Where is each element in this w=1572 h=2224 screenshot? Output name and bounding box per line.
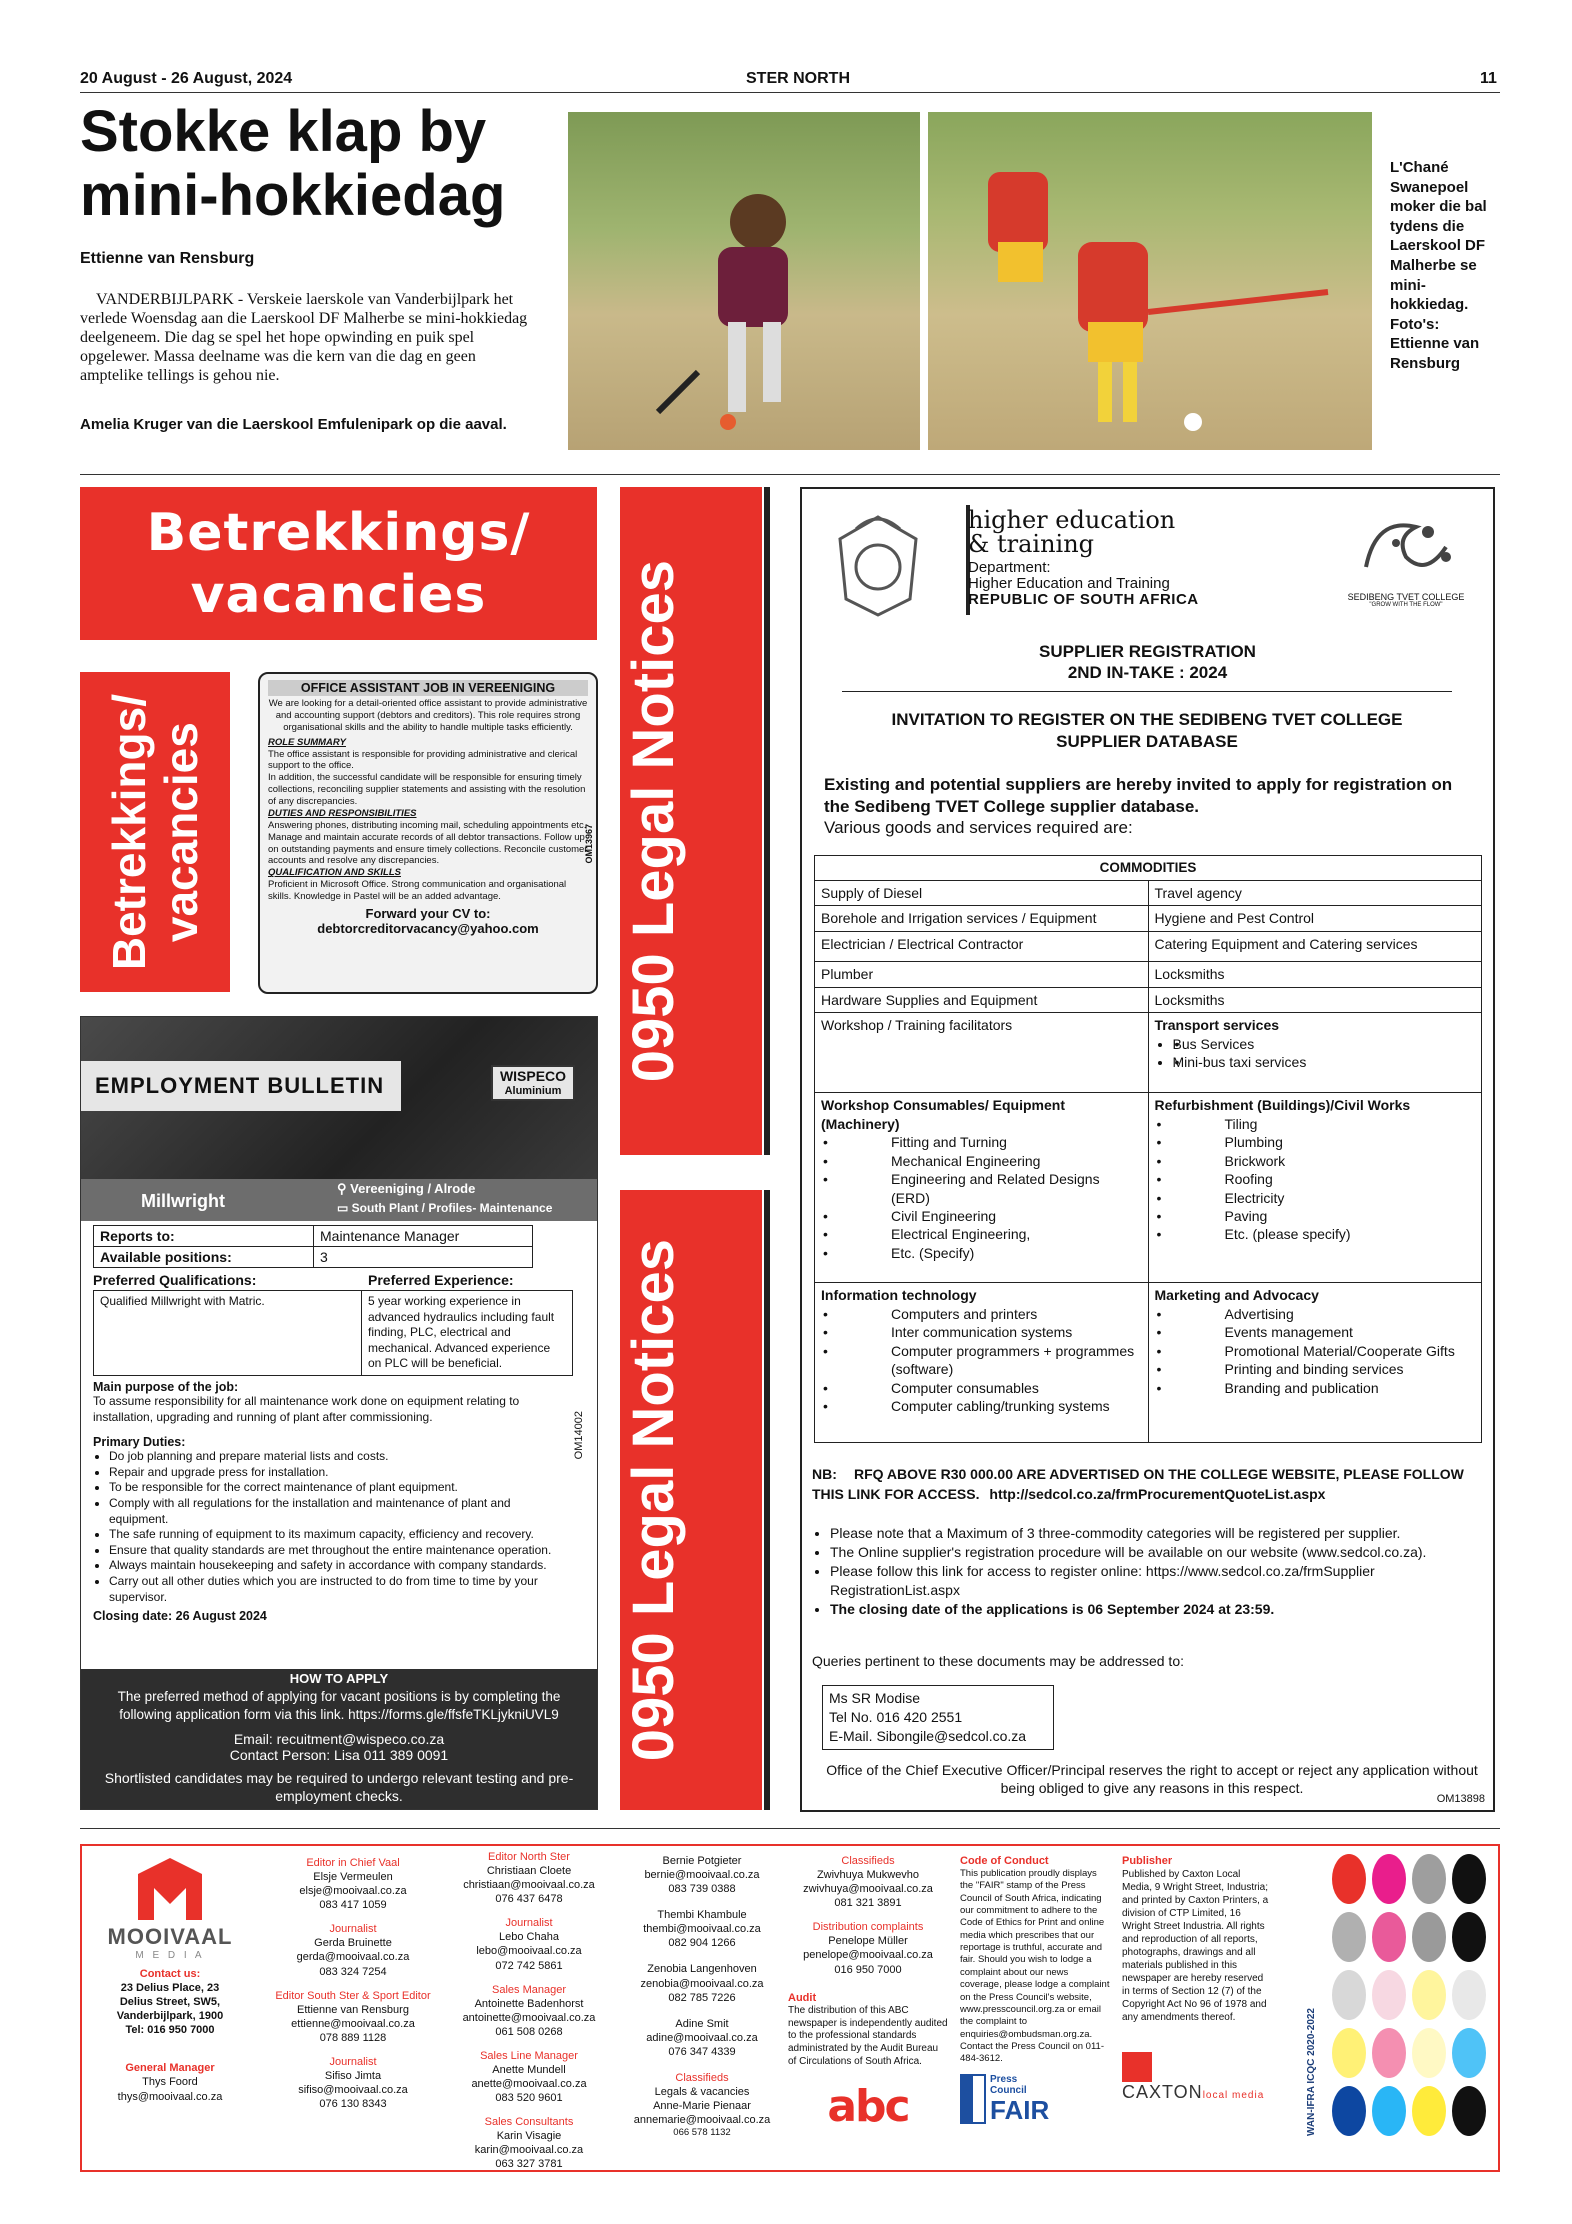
dept-name-1: higher education bbox=[968, 506, 1176, 534]
wan-ifra-badge: WAN-IFRA ICQC 2020-2022 bbox=[1306, 2008, 1317, 2136]
color-swatch bbox=[1372, 2028, 1406, 2078]
abc-logo: abc bbox=[827, 2080, 909, 2132]
photo-caption-1: Amelia Kruger van die Laerskool Emfulenipark op die aaval. bbox=[80, 416, 507, 433]
duty-item: • Always maintain housekeeping and safety in accordance with company standards. bbox=[109, 1558, 573, 1574]
color-swatch bbox=[1332, 1912, 1366, 1962]
bulletin-code: OM14002 bbox=[573, 1411, 585, 1460]
side-vacancies-banner bbox=[80, 672, 230, 992]
color-swatch bbox=[1412, 1912, 1446, 1962]
tvet-notes: • Please note that a Maximum of 3 three-commodity categories will be registered per supplier. • The Online supplier's registration procedure will be available on our website (www.sedcol.co.za). • Please follow this link for access to register online: https://www.sedcol.co.za/frmSupplier RegistrationList.aspx • The closing date of the applications is 06 September 2024 at 23:59. bbox=[830, 1524, 1480, 1619]
legal-notices-banner-1: 0950 Legal Notices bbox=[620, 487, 762, 1155]
banner-line-1: Betrekkings/ bbox=[146, 502, 531, 563]
office-ad-intro: We are looking for a detail-oriented office assistant to provide administrative and accounting support (debtors and creditors). This role requires strong organisational skills and the ability to handle multiple tasks efficiently. bbox=[268, 698, 588, 733]
role-text-2: In addition, the successful candidate will be responsible for ensuring timely collections, reconciling supplier statements and assisting with the resolution of any discrepancies. bbox=[268, 772, 586, 807]
color-swatch bbox=[1412, 2028, 1446, 2078]
commodities-heading: COMMODITIES bbox=[815, 856, 1482, 881]
photo-caption-2: L'Chané Swanepoel moker die bal tydens die Laerskool DF Malherbe se mini-hokkiedag. Foto's: Ettienne van Rensburg bbox=[1390, 159, 1487, 372]
side-line-1: Betrekkings/ bbox=[103, 693, 155, 971]
footer-col-conduct: Code of Conduct This publication proudly displays the "FAIR" stamp of the Press Council of South Africa, indicating our commitment to adhere to the Code of Ethics for Print and online media which prescribes that our reportage is truthful, accurate and fair. Should you wish to lodge a complaint about our news coverage, please lodge a complaint on the Press Council's website, www.presscouncil.org.za or email the complaint to enquiries@ombudsman.org.za. Contact the Press Council on 011-484-3612. Press Council FAIR bbox=[960, 1855, 1110, 2125]
mooivaal-sub: M E D I A bbox=[135, 1950, 205, 1961]
apply-email[interactable]: Email: recuitment@wispeco.co.za bbox=[233, 1731, 445, 1748]
caxton-name: CAXTONlocal media bbox=[1122, 2082, 1265, 2103]
wispeco-logo bbox=[491, 1065, 575, 1101]
duty-item: • Ensure that quality standards are met throughout the entire maintenance operation. bbox=[109, 1543, 573, 1559]
role-text: The office assistant is responsible for providing administrative and clerical support to the office. bbox=[268, 748, 578, 772]
pref-exp-heading: Preferred Experience: bbox=[368, 1272, 514, 1288]
duty-item: • Repair and upgrade press for installation. bbox=[109, 1465, 573, 1481]
color-swatch bbox=[1332, 1970, 1366, 2020]
bulletin-header bbox=[81, 1017, 597, 1179]
duties-list bbox=[93, 1449, 573, 1605]
coat-of-arms-icon bbox=[826, 509, 930, 621]
color-swatch bbox=[1372, 1854, 1406, 1904]
dept-full: Higher Education and Training bbox=[968, 575, 1170, 592]
college-tagline: "GROW WITH THE FLOW" bbox=[1369, 602, 1443, 608]
brand-name: WISPECO bbox=[499, 1068, 567, 1084]
duty-item: • Carry out all other duties which you are instructed to do from time to time by your supervisor. bbox=[109, 1574, 573, 1605]
closing-date: Closing date: 26 August 2024 bbox=[93, 1609, 267, 1624]
apply-contact: Contact Person: Lisa 011 389 0091 bbox=[229, 1747, 449, 1764]
color-swatch bbox=[1412, 1854, 1446, 1904]
job-title: Millwright bbox=[141, 1191, 225, 1211]
color-swatch bbox=[1372, 1912, 1406, 1962]
article-body: VANDERBIJLPARK - Verskeie laerskole van Vanderbijlpark het verlede Woensdag aan die Laerskool DF Malherbe se mini-hokkiedag deelgeneem. Die dag se spel het hope opwinding en puik spel opgelewer. Massa deelname was die kern van die dag en geen amptelike tellings is gehou nie. bbox=[80, 291, 528, 384]
sedibeng-logo-icon bbox=[1336, 507, 1476, 607]
tvet-code: OM13898 bbox=[1436, 1793, 1485, 1805]
color-swatch bbox=[1372, 1970, 1406, 2020]
office-ad-code: OM13967 bbox=[584, 824, 594, 864]
paper-name: STER NORTH bbox=[746, 70, 850, 87]
duties-text: Answering phones, distributing incoming mail, scheduling appointments etc. Manage and maintain accurate records of all debtor transactions. Follow up on outstanding payments and ensure timely collections. Reconcile customer accounts and resolve any discrepancies. bbox=[268, 819, 588, 867]
college-name: SEDIBENG TVET COLLEGE bbox=[1347, 592, 1465, 602]
dept-label: Department: bbox=[968, 559, 1051, 576]
job-department: ▭ South Plant / Profiles- Maintenance bbox=[337, 1201, 553, 1215]
how-heading: HOW TO APPLY bbox=[289, 1671, 389, 1686]
tvet-intro: Existing and potential suppliers are hereby invited to apply for registration on the Sedibeng TVET College supplier database. bbox=[824, 775, 1453, 816]
duty-item: • Comply with all regulations for the installation and maintenance of plant and equipment. bbox=[109, 1496, 573, 1527]
office-ad-email[interactable]: debtorcreditorvacancy@yahoo.com bbox=[317, 920, 539, 936]
dept-name-2: & training bbox=[968, 530, 1095, 558]
employment-bulletin bbox=[80, 1016, 598, 1810]
job-details-table: Reports to: Maintenance Manager Available positions: 3 bbox=[93, 1225, 533, 1268]
headline: Stokke klap by mini-hokkiedag bbox=[80, 99, 506, 228]
brand-sub: Aluminium bbox=[504, 1085, 562, 1097]
footer-col-sales: Bernie Potgieter bernie@mooivaal.co.za 083 739 0388 Thembi Khambule thembi@mooivaal.co.za 082 904 1266 Zenobia Langenhoven zenobia@mooivaal.co.za 082 785 7226 Adine Smit adine@mooivaal.co.za 076 347 4339 Classifieds Legals & vacancies Anne-Marie Pienaar annemarie@mooivaal.co.za 066 578 1132 bbox=[633, 1855, 771, 2139]
pref-qual-heading: Preferred Qualifications: bbox=[93, 1272, 257, 1288]
footer-col-north: Editor North Ster Christiaan Cloete christiaan@mooivaal.co.za 076 437 6478 Journalist Lebo Chaha lebo@mooivaal.co.za 072 742 5861 Sales Manager Antoinette Badenhorst antoinette@mooivaal.co.za 061 508 0268 Sales Line Manager Anette Mundell anette@mooivaal.co.za 083 520 9601 Sales Consultants Karin Visagie karin@mooivaal.co.za 063 327 3781 bbox=[462, 1851, 596, 2171]
color-swatch bbox=[1332, 2028, 1366, 2078]
caxton-logo bbox=[1122, 2052, 1272, 2082]
color-swatch bbox=[1452, 2086, 1486, 2136]
color-swatch bbox=[1412, 2086, 1446, 2136]
contact-box: Ms SR Modise Tel No. 016 420 2551 E-Mail. Sibongile@sedcol.co.za bbox=[822, 1685, 1054, 1750]
mooivaal-logo-icon bbox=[130, 1854, 210, 1924]
color-swatch bbox=[1452, 1970, 1486, 2020]
color-swatch bbox=[1452, 1854, 1486, 1904]
invitation: INVITATION TO REGISTER ON THE SEDIBENG TVET COLLEGE SUPPLIER DATABASE bbox=[891, 710, 1403, 751]
hockey-photo-2 bbox=[928, 112, 1372, 450]
caxton-icon bbox=[1122, 2052, 1152, 2082]
nb-notice: NB: RFQ ABOVE R30 000.00 ARE ADVERTISED ON THE COLLEGE WEBSITE, PLEASE FOLLOW THIS LINK FOR ACCESS. http://sedcol.co.za/frmProcurementQuoteList.aspx bbox=[812, 1466, 1464, 1502]
job-strip bbox=[81, 1179, 597, 1221]
footer-col-editors: Editor in Chief Vaal Elsje Vermeulen elsje@mooivaal.co.za 083 417 1059 Journalist Gerda Bruinette gerda@mooivaal.co.za 083 324 7254 Editor South Ster & Sport Editor Ettienne van Rensburg ettienne@mooivaal.co.za 078 889 1128 Journalist Sifiso Jimta sifiso@mooivaal.co.za 076 130 8343 bbox=[275, 1857, 431, 2111]
how-text: The preferred method of applying for vacant positions is by completing the following application form via this link. https://forms.gle/ffsfeTKLjykniUVL9 bbox=[117, 1689, 561, 1722]
duties-heading: Primary Duties: bbox=[93, 1435, 186, 1450]
reg-intake: 2ND IN-TAKE : 2024 bbox=[1067, 663, 1228, 682]
footer-col-classifieds: Classifieds Zwivhuya Mukwevho zwivhuya@mooivaal.co.za 081 321 3891 Distribution complaints Penelope Müller penelope@mooivaal.co.za 016 950 7000 Audit The distribution of this ABC newspaper is independently audited to the professional standards administrated by the Audit Bureau of Circulations of South Africa. abc bbox=[788, 1855, 948, 2132]
legal-notices-banner-2: 0950 Legal Notices bbox=[620, 1190, 762, 1810]
shortlist-note: Shortlisted candidates may be required to undergo relevant testing and pre-employment checks. bbox=[104, 1770, 574, 1805]
pref-exp: 5 year working experience in advanced hydraulics including fault finding, PLC, electrical and mechanical. Advanced experience on PLC will be beneficial. bbox=[368, 1294, 555, 1371]
commodities-table: COMMODITIES Supply of Diesel Travel agency Borehole and Irrigation services / Equipment Hygiene and Pest Control Electrician / Electrical Contractor Catering Equipment and Catering services Plumber Locksmiths Hardware Supplies and Equipment Locksmiths Workshop / Training facilitators Transport services • • Bus Services • • Mini-bus taxi services Workshop Consumables/ Equipment (Machinery) • Fitting and Turning • Mechanical Engineering • Engineering and Related Designs (ERD) • Civil Engineering • Electrical Engineering, • Etc. (Specify) Refurbishment (Buildings)/Civil Works • Tiling • Plumbing • Brickwork • Roofing • Electricity • Paving • Etc. (please specify) Information technology • Computers and printers • Inter communication systems • Computer programmers + programmes (software) • Computer consumables • Computer cabling/trunking systems Marketing and Advocacy • Advertising • Events management • Promotional Material/Cooperate Gifts • Printing and binding services • Branding and publication bbox=[814, 855, 1482, 1443]
how-to-apply bbox=[81, 1669, 597, 1809]
mooivaal-block: MOOIVAAL M E D I A Contact us: 23 Delius Place, 23 Delius Street, SW5, Vanderbijlpark, 1900 Tel: 016 950 7000 General Manager Thys Foord thys@mooivaal.co.za bbox=[90, 1854, 250, 2104]
purpose-heading: Main purpose of the job: bbox=[93, 1379, 239, 1394]
press-council-icon bbox=[960, 2074, 986, 2124]
duty-item: • To be responsible for the correct maintenance of plant equipment. bbox=[109, 1480, 573, 1496]
color-swatch bbox=[1332, 2086, 1366, 2136]
issue-date: 20 August - 26 August, 2024 bbox=[80, 70, 293, 87]
color-swatch bbox=[1372, 2086, 1406, 2136]
qualification-heading: QUALIFICATION AND SKILLS bbox=[268, 867, 401, 879]
reg-title: SUPPLIER REGISTRATION bbox=[1039, 642, 1256, 661]
briefcase-icon: ▭ bbox=[337, 1201, 352, 1215]
tvet-disclaimer: Office of the Chief Executive Officer/Principal reserves the right to accept or reject any application without being obliged to give any reasons in this respect. bbox=[826, 1762, 1478, 1796]
color-swatch bbox=[1452, 1912, 1486, 1962]
forward-cv: Forward your CV to: bbox=[365, 905, 491, 921]
tvet-intro-2: Various goods and services required are: bbox=[824, 818, 1133, 837]
office-assistant-ad bbox=[258, 672, 598, 994]
pref-qual: Qualified Millwright with Matric. bbox=[94, 1291, 362, 1375]
masthead-footer bbox=[80, 1844, 1500, 2172]
color-swatches bbox=[1332, 1854, 1492, 2136]
queries: Queries pertinent to these documents may be addressed to: bbox=[812, 1653, 1184, 1669]
color-swatch bbox=[1452, 2028, 1486, 2078]
dept-country: REPUBLIC OF SOUTH AFRICA bbox=[968, 591, 1199, 608]
tvet-supplier-advert bbox=[800, 487, 1495, 1812]
duty-item: • The safe running of equipment to its maximum capacity, efficiency and recovery. bbox=[109, 1527, 573, 1543]
role-heading: ROLE SUMMARY bbox=[268, 736, 346, 748]
side-line-2: vacancies bbox=[155, 722, 207, 942]
page-number: 11 bbox=[1480, 70, 1497, 87]
vacancies-banner bbox=[80, 487, 597, 640]
bulletin-title: EMPLOYMENT BULLETIN bbox=[81, 1061, 401, 1111]
footer-col-publisher: Publisher Published by Caxton Local Media, 9 Wright Street, Industria; and printed by Caxton Printers, a division of CTP Limited, 16 Wright Street Industria. All rights and reproduction of all reports, photographs, drawings and all materials published in this newspaper are hereby reserved in terms of Section 12 (7) of the Copyright Act No 96 of 1978 and any amendments thereof. CAXTONlocal media bbox=[1122, 1854, 1272, 2103]
office-ad-title: OFFICE ASSISTANT JOB IN VEREENIGING bbox=[268, 680, 588, 696]
purpose-text: To assume responsibility for all maintenance work done on equipment relating to installation, upgrading and running of plant after commissioning. bbox=[93, 1393, 520, 1424]
qualification-text: Proficient in Microsoft Office. Strong communication and organisational skills. Knowledge in Pastel will be an added advantage. bbox=[268, 879, 567, 902]
color-swatch bbox=[1412, 1970, 1446, 2020]
banner-line-2: vacancies bbox=[190, 564, 487, 625]
press-council-logo: Press Council FAIR bbox=[960, 2074, 1110, 2125]
byline: Ettienne van Rensburg bbox=[80, 250, 255, 267]
hockey-photo-1 bbox=[568, 112, 920, 450]
mooivaal-name: MOOIVAAL bbox=[107, 1924, 233, 1949]
location-pin-icon: ⚲ bbox=[337, 1181, 351, 1196]
duties-heading: DUTIES AND RESPONSIBILITIES bbox=[268, 807, 417, 819]
duty-item: • Do job planning and prepare material lists and costs. bbox=[109, 1449, 573, 1465]
nb-link[interactable]: http://sedcol.co.za/frmProcurementQuoteList.aspx bbox=[989, 1486, 1326, 1502]
job-location: ⚲ Vereeniging / Alrode bbox=[337, 1181, 476, 1196]
color-swatch bbox=[1332, 1854, 1366, 1904]
